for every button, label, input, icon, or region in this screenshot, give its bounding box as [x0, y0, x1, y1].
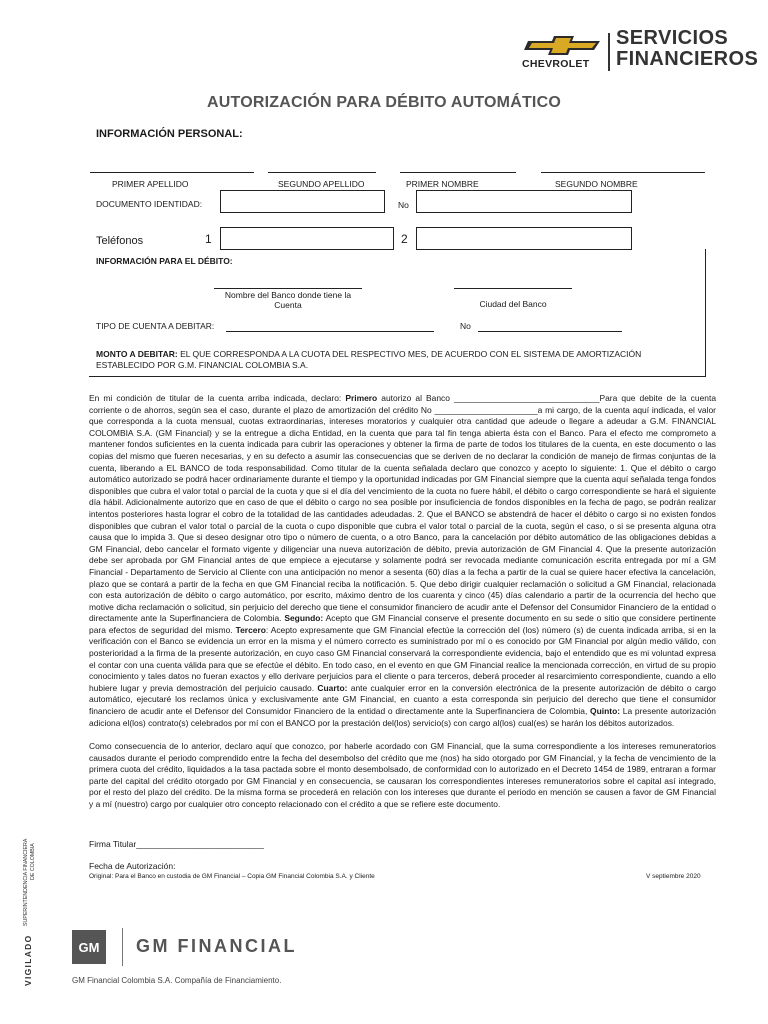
tipo-cuenta-field[interactable]: [226, 331, 434, 332]
brand-divider: [608, 33, 610, 71]
segundo-nombre-field[interactable]: [541, 172, 705, 173]
telefono-1-label: 1: [205, 232, 212, 246]
segundo-apellido-field[interactable]: [268, 172, 376, 173]
ciudad-banco-label: Ciudad del Banco: [479, 299, 547, 309]
authorization-paragraph-1: En mi condición de titular de la cuenta arriba indicada, declaro: Primero autorizo al Banco _______________________________Para que debite de la cuenta corriente o de ahorros, según sea el caso, durante el plazo de amortización del crédito No ______________________a mi cargo, de la cuenta aquí indicada, el valor que corresponda a la cuota mensual, cuotas extraordinarias, intereses moratorios y cualquier otra cantidad que adeude o llegare a adeudar a G.M. FINANCIAL COLOMBIA S.A. (GM Financial) y se la entregue a dicha Entidad, en la cuenta que para tal fin tenga abierta ésta con el Banco. Para el efecto me comprometo a mantener fondos suficientes en la cuenta indicada para cubrir las operaciones y obtener la firma de parte de todos los titulares de la cuenta, en este documento o las copias del mismo que fueren necesarias, y en su defecto a asumir las consecuencias que se deriven de no declarar la condición de manejo de firmas conjuntas de la cuenta, liberando a EL BANCO de toda responsabilidad. Como titular de la cuenta señalada declaro que conozco y acepto lo siguiente: 1. Que el débito o cargo automático autorizado se podrá hacer ordinariamente durante el tiempo y la oportunidad indicadas por GM Financial siempre que la cuenta aquí señalada tenga fondos disponibles que cubra el valor total o parcial de la cuota y que si el día del vencimiento de la cuota no fuere hábil, el débito o cargo correspondiente se hará el siguiente día hábil. Adicionalmente autorizo que en caso de que el débito o cargo no sea posible por insuficiencia de fondos disponibles en la fecha de pago, se podrán realizar intentos posteriores hasta lograr el cobro de la totalidad de las cantidades adeudadas. 2. Que el BANCO se abstendrá de hacer el débito o cargo si no existen fondos disponibles que cubran el valor total o parcial de la cuota o cupo disponible que cubra el valor total o parcial de la cuota, según el caso, o si se presenta alguna otra causa que lo impida 3. Que si deseo designar otro tipo o número de cuenta, o a otro Banco, para la cancelación por débito automático de las obligaciones debidas a GM Financial, debo cancelar el formato vigente y diligenciar una nueva autorización de débito, previa autorización de GM Financial 4. Que la presente autorización debe ser aprobada por GM Financial antes de que empiece a ejecutarse y solamente podrá ser revocada mediante comunicación escrita entregada por mí a GM Financial - Departamento de Servicio al Cliente con una anticipación no menor a sesenta (60) días a la fecha a partir de la cual se quiere hacer efectiva la cancelación, plazo que se contará a partir de la fecha en que GM Financial reciba la notificación. 5. Que debo dirigir cualquier reclamación o solicitud a GM Financial, relacionada con esta autorización de débito o cargo automático, por escrito, máximo dentro de los cuarenta y cinco (45) días calendario a partir de la ocurrencia del hecho que motive dicha reclamación o solicitud, sin perjuicio del derecho que tiene el consumidor financiero de acudir ante el Defensor del Consumidor Financiero de la entidad o directamente ante la Superfinanciera de Colombia. Segundo: Acepto que GM Financial conserve el presente documento en su sede o sitio que considere pertinente para efectos de seguridad del mismo. Tercero: Acepto expresamente que GM Financial efectúe la corrección del (los) número (s) de cuenta indicada arriba, si en la verificación con el Banco se evidencia un error en la misma y el número correcto es suministrado por mí o es conocido por GM Financial por algún medio válido, con posterioridad a la firma de la presente autorización, en cuyo caso GM Financial conservará la correspondiente evidencia, bajo el entendido que es mi voluntad expresa el contar con una cuenta válida para que se efectúe el débito. En todo caso, en el evento en que GM Financial realice la mencionada corrección, en virtud de su propio conocimiento y tales datos no fueran exactos y ello derivare perjuicios para el cliente o para terceros, deberá proceder al resarcimiento correspondiente, cuando a ello hubiere lugar y previa demostración del perjuicio causado. Cuarto: ante cualquier error en la conversión electrónica de la presente autorización de débito o cargo automático, ejecutaré los reclamos única y exclusivamente ante GM Financial, en cuanto a esta corresponda sin perjuicio del derecho que tiene el consumidor financiero de acudir ante el Defensor del Consumidor Financiero de la entidad o directamente ante la Superfinanciera de Colombia, Quinto: La presente autorización adiciona el(los) contrato(s) celebrados por mí con el BANCO por la prestación del(los) servicio(s) con cargo al(los) cual(es) se harán los débitos autorizados.: [89, 393, 717, 728]
debit-section-bottom-border: [89, 376, 706, 377]
fecha-autorizacion-label: Fecha de Autorización:: [89, 861, 176, 871]
tipo-cuenta-label: TIPO DE CUENTA A DEBITAR:: [96, 321, 215, 331]
gm-divider: [122, 928, 123, 966]
primer-nombre-label: PRIMER NOMBRE: [406, 179, 479, 189]
servicios-financieros-wordmark: SERVICIOS FINANCIEROS: [616, 27, 759, 70]
telefono-1-input[interactable]: [220, 227, 394, 250]
monto-a-debitar: MONTO A DEBITAR: EL QUE CORRESPONDA A LA CUOTA DEL RESPECTIVO MES, DE ACUERDO CON EL SISTEMA DE AMORTIZACIÓN ESTABLECIDO POR G.M. FINANCIAL COLOMBIA S.A.: [96, 349, 642, 370]
superfinanciera-text: SUPERINTENDENCIA FINANCIERA: [23, 838, 29, 926]
gm-financial-wordmark: GM FINANCIAL: [136, 936, 297, 956]
cuenta-no-label: No: [460, 321, 471, 331]
vigilado-superfinanciera-stamp: [20, 800, 40, 990]
chevrolet-bowtie-logo: [524, 34, 604, 56]
authorization-paragraph-2: Como consecuencia de lo anterior, declaro aquí que conozco, por haberle acordado con GM Financial, que la suma correspondiente a los intereses remuneratorios causados durante el periodo comprendido entre la fecha del desembolso del crédito que me (nos) ha sido otorgado por GM Financial, y la fecha de vencimiento de la primera cuota del crédito, liquidados a la tasa pactada sobre el monto desembolsado, de conformidad con lo autorizado en el Decreto 1454 de 1989, entraran a formar parte del capital del crédito otorgado por GM Financial y en consecuencia, se causaran los correspondientes intereses remuneratorios sobre el capital así integrado, por el resto del plazo del crédito. De la misma forma se procederá en relación con los intereses que durante el periodo en mención se causen a favor de GM Financial y a mí (nuestro) cargo por cualquier otro concepto relacionado con el crédito a que se refiere este documento.: [89, 741, 716, 809]
telefono-2-input[interactable]: [416, 227, 632, 250]
primer-nombre-field[interactable]: [400, 172, 516, 173]
debit-section-border: [705, 249, 706, 377]
banco-label: Nombre del Banco donde tiene la Cuenta: [224, 290, 352, 310]
copy-distribution-note: Original: Para el Banco en custodia de GM Financial – Copia GM Financial Colombia S.A. y Cliente: [89, 873, 375, 880]
segundo-nombre-label: SEGUNDO NOMBRE: [555, 179, 638, 189]
cuenta-no-field[interactable]: [478, 331, 622, 332]
banco-field[interactable]: [214, 288, 362, 289]
telefono-2-label: 2: [401, 232, 408, 246]
vigilado-text: VIGILADO: [23, 934, 33, 986]
documento-label: DOCUMENTO IDENTIDAD:: [96, 199, 203, 209]
documento-input[interactable]: [220, 190, 385, 213]
documento-no-input[interactable]: [416, 190, 632, 213]
debit-info-heading: INFORMACIÓN PARA EL DÉBITO:: [96, 256, 233, 266]
form-version: V septiembre 2020: [646, 873, 701, 880]
segundo-apellido-label: SEGUNDO APELLIDO: [278, 179, 365, 189]
primer-apellido-label: PRIMER APELLIDO: [112, 179, 189, 189]
ciudad-banco-field[interactable]: [454, 288, 572, 289]
company-legal-name: GM Financial Colombia S.A. Compañía de Financiamiento.: [72, 976, 282, 985]
documento-no-label: No: [398, 200, 409, 210]
personal-info-heading: INFORMACIÓN PERSONAL:: [96, 128, 243, 140]
gm-logo: GM: [72, 930, 106, 964]
de-colombia-text: DE COLOMBIA: [30, 843, 36, 880]
chevrolet-wordmark: CHEVROLET: [522, 58, 590, 70]
document-title: AUTORIZACIÓN PARA DÉBITO AUTOMÁTICO: [207, 94, 561, 111]
firma-titular[interactable]: Firma Titular___________________________: [89, 839, 264, 849]
primer-apellido-field[interactable]: [90, 172, 254, 173]
telefonos-label: Teléfonos: [96, 235, 144, 247]
